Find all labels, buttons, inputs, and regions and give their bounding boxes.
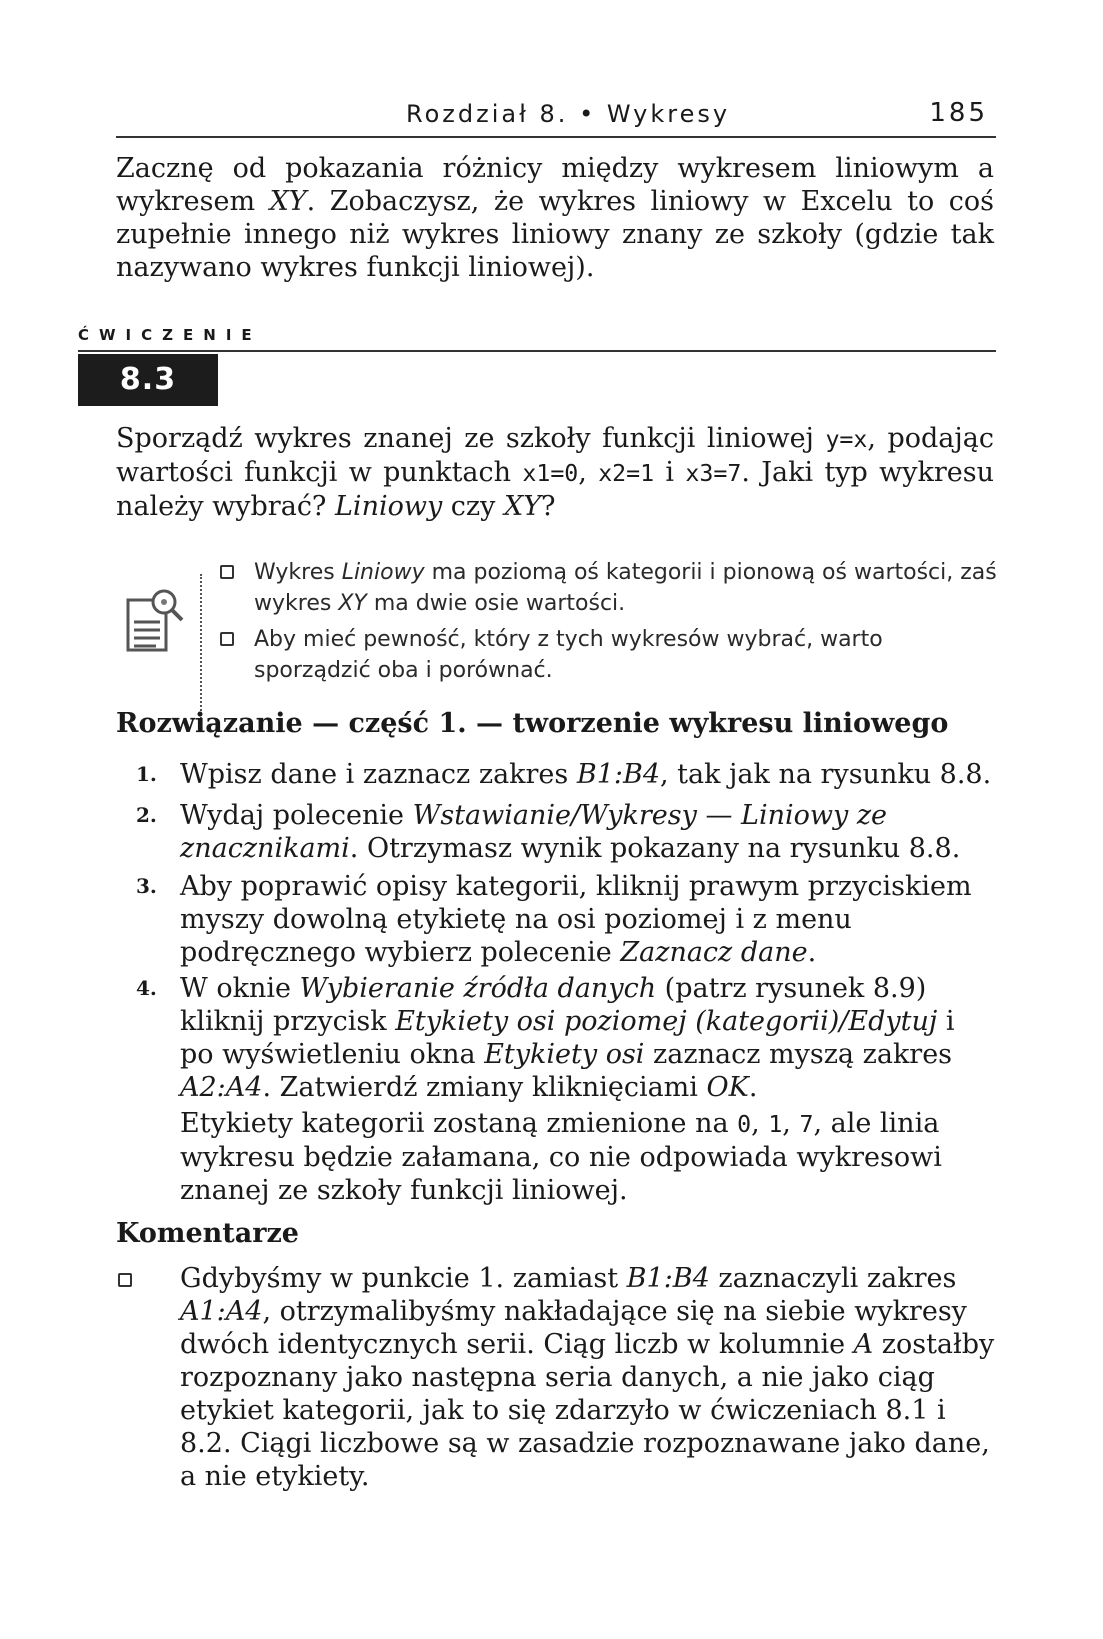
checkbox-bullet-icon bbox=[220, 565, 234, 579]
list-item: 1. Wpisz dane i zaznacz zakres B1:B4, tak jak na rysunku 8.8. bbox=[136, 759, 992, 790]
exercise-label: ĆWICZENIE bbox=[78, 326, 262, 344]
step-followup: Etykiety kategorii zostaną zmienione na 0, 1, 7, ale linia wykresu będzie załamana, co nie odpowiada wykresowi znanej ze szkoły funkcji liniowej. bbox=[180, 1108, 942, 1206]
list-item: 3. Aby poprawić opisy kategorii, kliknij prawym przyciskiem myszy dowolną etykietę na osi poziomej i z menu podręcznego wybierz polecenie Zaznacz dane. bbox=[136, 871, 972, 968]
list-item: 4. W oknie Wybieranie źródła danych (patrz rysunek 8.9) kliknij przycisk Etykiety osi poziomej (kategorii)/Edytuj i po wyświetleniu okna Etykiety osi zaznacz myszą zakres A2:A4. Zatwierdź zmiany kliknięciami OK. bbox=[136, 973, 955, 1103]
solution-heading: Rozwiązanie — część 1. — tworzenie wykresu liniowego bbox=[116, 708, 949, 739]
page-number: 185 bbox=[929, 98, 988, 128]
note-item: Aby mieć pewność, który z tych wykresów wybrać, warto sporządzić oba i porównać. bbox=[220, 624, 1000, 686]
exercise-number: 8.3 bbox=[78, 354, 218, 406]
checkbox-bullet-icon bbox=[118, 1273, 132, 1287]
comment-item: Gdybyśmy w punkcie 1. zamiast B1:B4 zaznaczyli zakres A1:A4, otrzymalibyśmy nakładające się na siebie wykresy dwóch identycznych serii. Ciąg liczb w kolumnie A zostałby rozpoznany jako następna seria danych, a nie jako ciąg etykiet kategorii, jak to się zdarzyło w ćwiczeniach 8.1 i 8.2. Ciągi liczbowe są w zasadzie rozpoznawane jako dane, a nie etykiety. bbox=[116, 1262, 996, 1493]
intro-paragraph: Zacznę od pokazania różnicy między wykresem liniowym a wykresem XY. Zobaczysz, że wykres liniowy w Excelu to coś zupełnie innego niż wykres liniowy znany ze szkoły (gdzie tak nazywano wykres funkcji liniowej). bbox=[116, 153, 994, 283]
note-item: Wykres Liniowy ma poziomą oś kategorii i pionową oś wartości, zaś wykres XY ma dwie osie wartości. bbox=[220, 557, 1000, 619]
comments-heading: Komentarze bbox=[116, 1218, 299, 1249]
chapter-title: Rozdział 8. • Wykresy bbox=[406, 100, 731, 128]
checkbox-bullet-icon bbox=[220, 632, 234, 646]
list-item: 2. Wydaj polecenie Wstawianie/Wykresy — Liniowy ze znacznikami. Otrzymasz wynik pokazany na rysunku 8.8. bbox=[136, 800, 961, 864]
exercise-rule bbox=[78, 350, 996, 352]
note-divider bbox=[200, 574, 202, 730]
note-magnifier-icon bbox=[124, 586, 192, 658]
running-header bbox=[116, 96, 996, 138]
exercise-task: Sporządź wykres znanej ze szkoły funkcji liniowej y=x, podając wartości funkcji w punktach x1=0, x2=1 i x3=7. Jaki typ wykresu należy wybrać? Liniowy czy XY? bbox=[116, 423, 995, 522]
